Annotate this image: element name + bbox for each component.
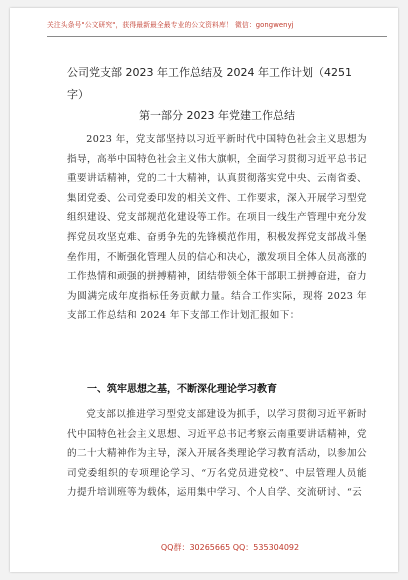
header-divider [47, 36, 387, 37]
footer-contact: QQ群：30265665 QQ：535304092 [160, 543, 300, 552]
document-title: 公司党支部 2023 年工作总结及 2024 年工作计划（4251 字） [67, 66, 352, 101]
intro-paragraph: 2023 年，党支部坚持以习近平新时代中国特色社会主义思想为指导，高举中国特色社会主义伟大旗帜，全面学习贯彻习近平总书记重要讲话精神，党的二十大精神，认真贯彻落实党中央、云南省委、集团党委、公司党委印发的相关文件、工作要求，深入开展学习型党组织建设、党支部规范化建设等工作。在项目一线生产管理中充分发挥党员攻坚克难、奋勇争先的先锋模范作用，积极发挥党支部战斗堡垒作用，不断强化管理人员的信心和决心，激发项目全体人员高涨的工作热情和顽强的拼搏精神，团结带领全体干部职工拼搏奋进，奋力为圆满完成年度指标任务贡献力量。结合工作实际，现将 2023 年支部工作总结和 2024 年下支部工作计划汇报如下： [67, 134, 367, 322]
part-heading: 第一部分 2023 年党建工作总结 [139, 109, 295, 122]
promo-banner: 关注头条号"公文研究"，获得最新最全最专业的公文资料库！ 微信：gongwenyj [47, 21, 294, 29]
document-page [10, 8, 398, 572]
section-paragraph: 党支部以推进学习型党支部建设为抓手，以学习贯彻习近平新时代中国特色社会主义思想、习近平总书记考察云南重要讲话精神，党的二十大精神作为主导，深入开展各类理论学习教育活动，以参加公司党委组织的专项理论学习、“万名党员进党校”、中层管理人员能力提升培训班等为载体，运用集中学习、个人自学、交流研讨、“云 [67, 409, 367, 499]
section-heading: 一、筑牢思想之基，不断深化理论学习教育 [87, 384, 277, 395]
